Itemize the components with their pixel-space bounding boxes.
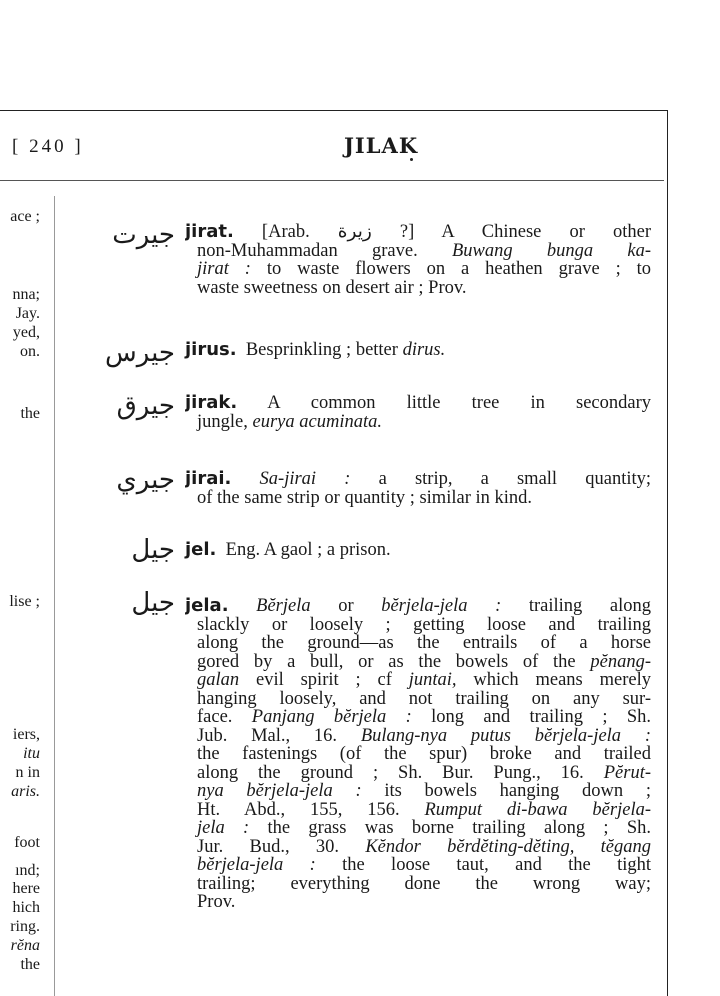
entry-line <box>185 260 651 279</box>
headword: jirai. <box>185 470 232 489</box>
entry-text-italic: Sa-jirai : <box>259 470 351 489</box>
entry-text: trailing; everything done the wrong way; <box>197 874 651 893</box>
jawi-script: جيرس <box>104 338 175 368</box>
entry-text: or <box>310 597 382 616</box>
entry-text: waste sweetness on desert air ; Prov. <box>197 277 467 298</box>
left-fragment: nna; <box>12 286 40 303</box>
left-fragment: here <box>12 880 40 897</box>
left-fragment: itu <box>23 745 40 762</box>
left-fragment: ace ; <box>10 208 40 225</box>
entry-line <box>185 279 651 298</box>
entry-text: jungle, <box>197 411 253 432</box>
entry-text-italic: Buwang bunga ka- <box>451 241 651 260</box>
entry-line <box>185 782 651 801</box>
entry-line <box>185 394 651 413</box>
jawi-script: جيل <box>131 588 175 618</box>
entry-text-italic: juntai, <box>408 671 457 690</box>
entry-text-italic: Bĕrjela <box>256 597 311 616</box>
entry-line <box>185 727 651 746</box>
jawi-script: جيري <box>116 465 175 495</box>
entry-text: Ht. Abd., 155, 156. <box>197 800 425 819</box>
entry-text: gored by a bull, or as the bowels of the <box>197 652 591 671</box>
entry-line <box>185 671 651 690</box>
entry-line <box>185 875 651 894</box>
entry-line <box>185 819 651 838</box>
headword: jirak. <box>185 394 238 413</box>
entry-text: non-Muhammadan grave. <box>197 241 452 260</box>
left-fragment: on. <box>20 343 40 360</box>
entry-line <box>185 653 651 672</box>
entry-line <box>185 616 651 635</box>
dictionary-entry <box>185 470 651 507</box>
entry-line <box>185 223 651 242</box>
dictionary-entry <box>185 541 651 560</box>
entry-text: of the same strip or quantity ; similar in kind. <box>197 487 533 508</box>
jawi-script: جيرت <box>112 220 175 250</box>
entry-text: Jub. Mal., 16. <box>197 726 361 745</box>
entry-text: which means merely <box>456 671 651 690</box>
entry-line <box>185 893 651 912</box>
entry-text: [Arab. <box>261 223 338 242</box>
entry-text: along the ground—as the entrails of a horse <box>197 634 651 653</box>
entry-text-italic: Pĕrut- <box>603 763 651 782</box>
left-fragment: yed, <box>12 324 40 341</box>
entry-text-italic: bĕrjela-jela : <box>197 856 316 875</box>
headword: jela. <box>185 597 229 616</box>
entry-text: trailing along <box>501 597 651 616</box>
left-fragment: aris. <box>11 783 40 800</box>
entry-line <box>185 634 651 653</box>
entry-line <box>185 242 651 261</box>
running-head-dot <box>410 158 413 161</box>
entry-text-italic: bĕrjela-jela : <box>381 597 502 616</box>
dictionary-entry <box>185 341 651 360</box>
headword: jirus. <box>185 339 237 360</box>
entry-text: the fastenings (of the spur) broke and trailed <box>197 745 651 764</box>
entry-text-italic: jirat : <box>197 260 251 279</box>
entry-text-italic: jela : <box>197 819 250 838</box>
entry-line <box>185 745 651 764</box>
entry-text: its bowels hanging down ; <box>361 782 651 801</box>
entry-line <box>185 413 651 432</box>
entry-text: to waste flowers on a heathen grave ; to <box>250 260 651 279</box>
jawi-script: جيرق <box>116 391 175 421</box>
entry-text-italic: Kĕndor bĕrdĕting-dĕting, tĕgang <box>365 837 651 856</box>
headword: jirat. <box>185 223 234 242</box>
entry-text: face. <box>197 708 252 727</box>
entry-text: A common little tree in secondary <box>267 394 651 413</box>
page-frame-top <box>0 110 668 111</box>
entry-text: hanging loosely, and not trailing on any sur- <box>197 689 651 708</box>
left-fragment: ınd; <box>15 862 40 879</box>
left-fragment: hich <box>12 899 40 916</box>
page-frame-right <box>667 110 668 996</box>
entry-text: Besprinkling ; better <box>245 340 403 360</box>
header-rule <box>0 180 664 181</box>
left-fragment: lise ; <box>9 593 40 610</box>
entry-line <box>185 597 651 616</box>
column-divider <box>54 196 55 996</box>
entry-text-italic: pĕnang- <box>590 652 651 671</box>
running-head: JILAK <box>344 133 419 158</box>
entry-line <box>185 690 651 709</box>
left-fragment: iers, <box>12 726 40 743</box>
entry-text: the loose taut, and the tight <box>315 856 651 875</box>
entry-text-italic: Panjang bĕrjela : <box>251 708 412 727</box>
entry-text: evil spirit ; cf <box>239 671 409 690</box>
entry-text: Eng. A gaol ; a prison. <box>225 540 391 560</box>
page-number: [ 240 ] <box>12 136 84 157</box>
entry-line <box>185 489 651 508</box>
entry-text-italic: Rumput di-bawa bĕrjela- <box>424 800 651 819</box>
left-fragment: the <box>20 956 40 973</box>
entry-line <box>185 341 651 360</box>
dictionary-entry <box>185 597 651 912</box>
entry-line <box>185 708 651 727</box>
left-fragment: ring. <box>10 918 40 935</box>
left-fragment: the <box>20 405 40 422</box>
entry-line <box>185 470 651 489</box>
entry-text: Prov. <box>197 892 236 912</box>
entry-line <box>185 541 651 560</box>
entry-line <box>185 801 651 820</box>
jawi-script: جيل <box>131 535 175 565</box>
entry-text-italic: galan <box>197 671 240 690</box>
entry-text-italic: eurya acuminata. <box>252 411 382 432</box>
left-fragment: foot <box>14 834 40 851</box>
entry-text: زيرة ?] A Chinese or other <box>337 223 651 242</box>
entry-text: the grass was borne trailing along ; Sh. <box>249 819 651 838</box>
entry-line <box>185 764 651 783</box>
dictionary-entry <box>185 223 651 297</box>
left-fragment: Jay. <box>15 305 40 322</box>
entry-text-italic: nya bĕrjela-jela : <box>197 782 362 801</box>
entry-text: a strip, a small quantity; <box>350 470 651 489</box>
left-fragment: rĕna <box>10 937 40 954</box>
dictionary-entry <box>185 394 651 431</box>
entry-text: Jur. Bud., 30. <box>197 837 366 856</box>
entry-text-italic: Bulang-nya putus bĕrjela-jela : <box>360 726 651 745</box>
headword: jel. <box>185 539 217 560</box>
entry-line <box>185 838 651 857</box>
entry-text: slackly or loosely ; getting loose and trailing <box>197 615 651 634</box>
entry-text-italic: dirus. <box>402 340 446 360</box>
entry-text: long and trailing ; Sh. <box>411 708 651 727</box>
left-fragment: n in <box>15 764 40 781</box>
entry-line <box>185 856 651 875</box>
entry-text: along the ground ; Sh. Bur. Pung., 16. <box>197 763 604 782</box>
